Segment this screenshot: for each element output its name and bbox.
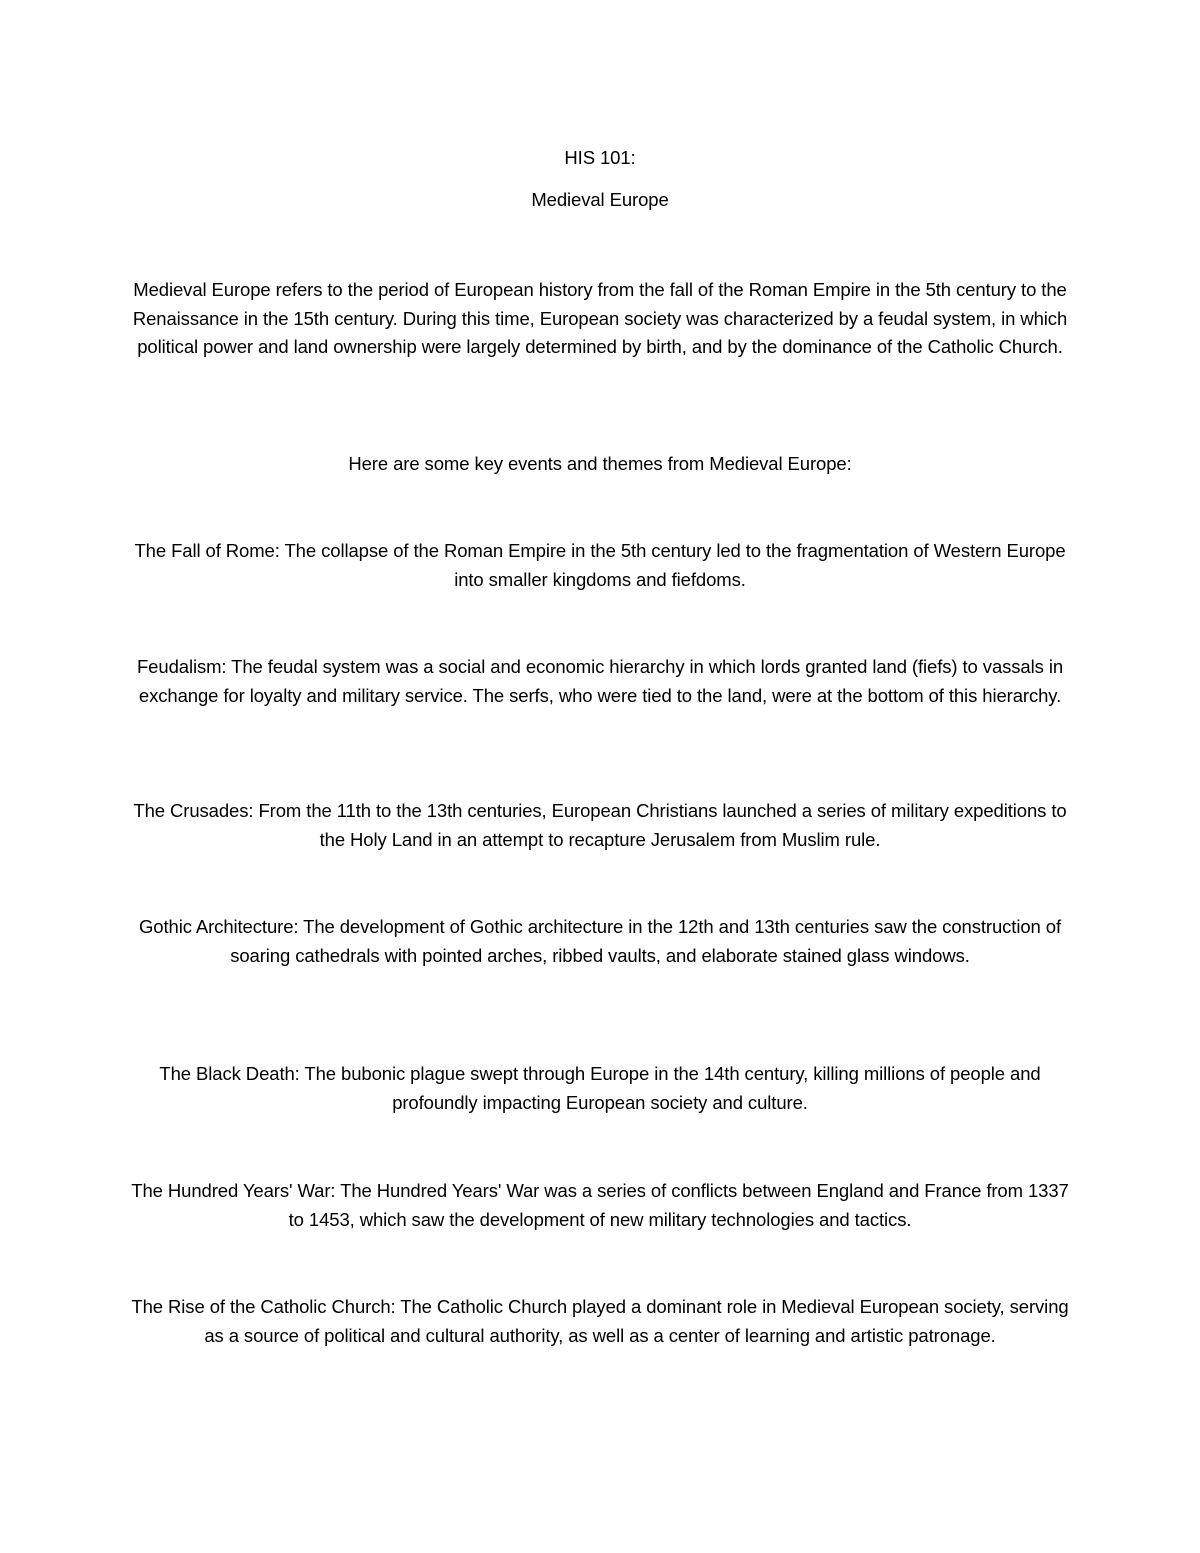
theme-paragraph-catholic-church: The Rise of the Catholic Church: The Catholic Church played a dominant role in Medieval European society, serving as a source of political and cultural authority, as well as a center of learning and artistic patronage. xyxy=(131,1296,1069,1346)
intro-paragraph: Medieval Europe refers to the period of European history from the fall of the Roman Empire in the 5th century to the Renaissance in the 15th century. During this time, European society was characterized by a feudal system, in which political power and land ownership were largely determined by birth, and by the dominance of the Catholic Church. xyxy=(132,279,1068,358)
lead-sentence: Here are some key events and themes from Medieval Europe: xyxy=(348,453,852,474)
theme-paragraph-crusades: The Crusades: From the 11th to the 13th centuries, European Christians launched a series of military expeditions to the Holy Land in an attempt to recapture Jerusalem from Muslim rule. xyxy=(133,800,1067,850)
document-title: Medieval Europe xyxy=(531,189,669,210)
theme-paragraph-fall-of-rome: The Fall of Rome: The collapse of the Roman Empire in the 5th century led to the fragmentation of Western Europe into smaller kingdoms and fiefdoms. xyxy=(134,540,1066,590)
theme-paragraph-black-death: The Black Death: The bubonic plague swept through Europe in the 14th century, killing millions of people and profoundly impacting European society and culture. xyxy=(159,1063,1041,1113)
theme-paragraph-feudalism: Feudalism: The feudal system was a social and economic hierarchy in which lords granted land (fiefs) to vassals in exchange for loyalty and military service. The serfs, who were tied to the land, were at the bottom of this hierarchy. xyxy=(136,656,1064,706)
course-code: HIS 101: xyxy=(564,147,636,168)
theme-paragraph-gothic-architecture: Gothic Architecture: The development of Gothic architecture in the 12th and 13th centuries saw the construction of soaring cathedrals with pointed arches, ribbed vaults, and elaborate stained glass windows. xyxy=(138,916,1061,966)
theme-paragraph-hundred-years-war: The Hundred Years' War: The Hundred Years' War was a series of conflicts between England and France from 1337 to 1453, which saw the development of new military technologies and tactics. xyxy=(131,1180,1069,1230)
